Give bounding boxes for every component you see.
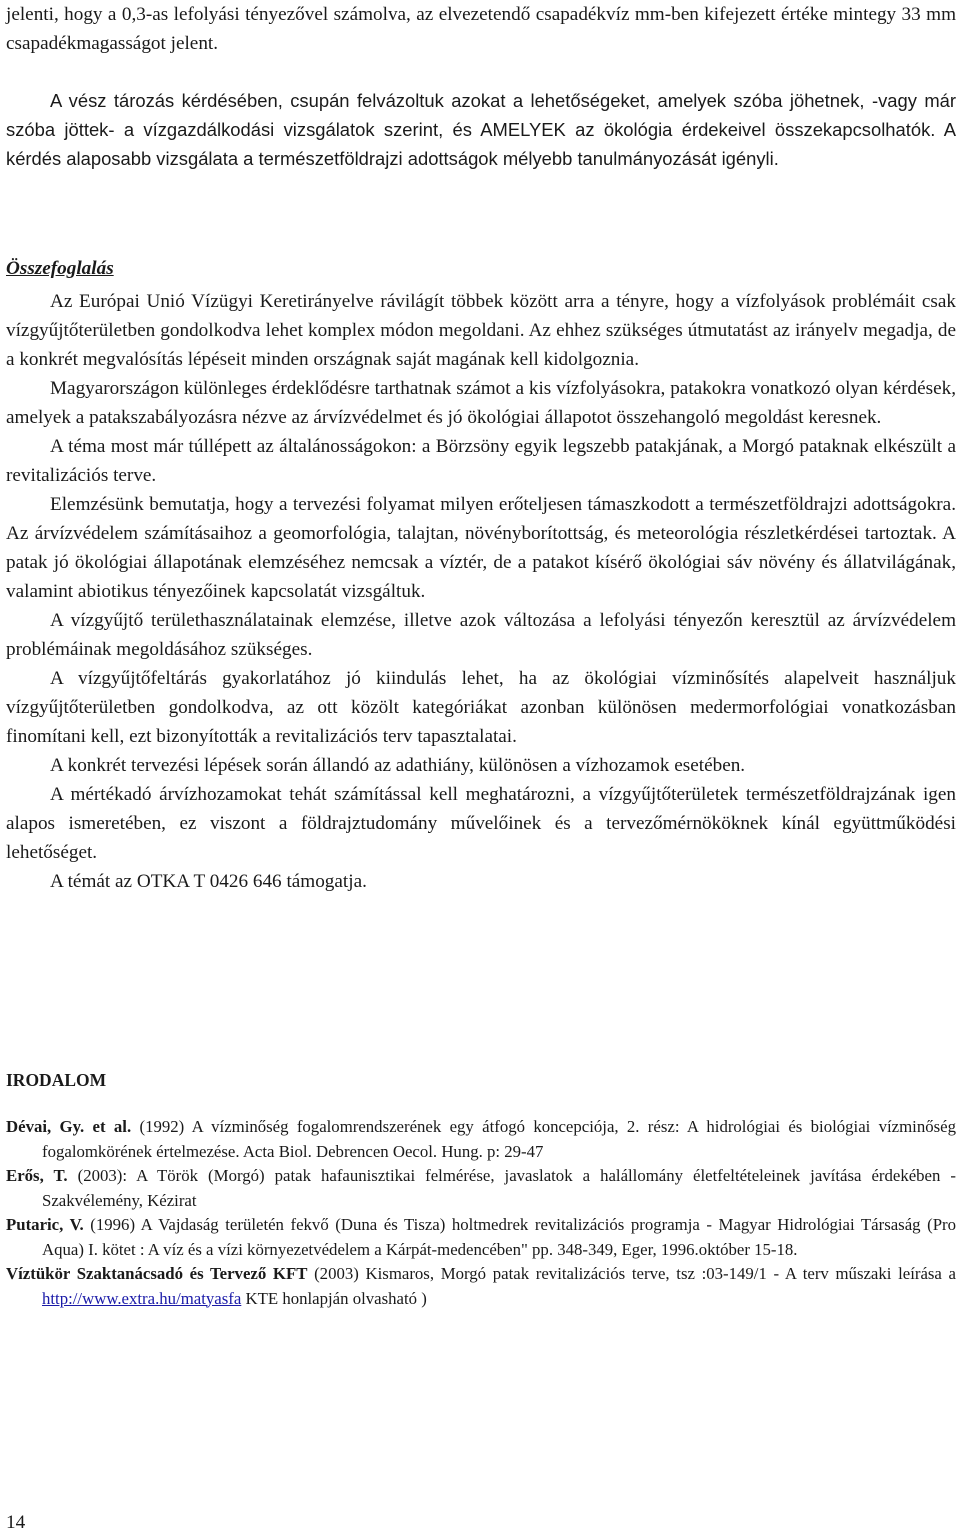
intro-paragraph-1: jelenti, hogy a 0,3-as lefolyási tényezővel számolva, az elvezetendő csapadékvíz mm-ben kifejezett értéke mintegy 33 mm csapadékmagasságot jelent.	[6, 4, 956, 54]
reference-author: Dévai, Gy. et al.	[6, 1117, 132, 1136]
references-list	[6, 1115, 956, 1311]
summary-paragraph: Az Európai Unió Vízügyi Keretirányelve rávilágít többek között arra a tényre, hogy a vízfolyások problémáit csak vízgyűjtőterületben gondolkodva lehet komplex módon megoldani. Az ehhez szükséges útmutatást az irányelv megadja, de a konkrét megvalósítás lépéseit minden országnak saját magának kell kidolgoznia.	[6, 291, 956, 370]
summary-section	[6, 287, 956, 896]
summary-paragraph: A vízgyűjtőfeltárás gyakorlatához jó kiindulás lehet, ha az ökológiai vízminősítés alapelveit használjuk vízgyűjtőterületben gondolkodva, az ott közölt kategóriákat azonban különösen medermorfológiai vonatkozásban finomítani kell, ezt bizonyították a revitalizációs terv tapasztalatai.	[6, 668, 956, 747]
references-heading: IRODALOM	[6, 1070, 107, 1090]
reference-text: (2003) Kismaros, Morgó patak revitalizációs terve, tsz :03-149/1 - A terv műszaki leírása a	[307, 1264, 957, 1283]
intro-paragraph-2-main: A vész tározás kérdésében, csupán felvázoltuk azokat a lehetőségeket, amelyek szóba jöhetnek, -vagy már szóba jöttek- a vízgazdálkodási vizsgálatok szerint, és AMELYEK az ökológia érdekeivel összekapcsolhatók.	[6, 90, 956, 140]
summary-heading: Összefoglalás	[6, 258, 114, 279]
reference-item	[6, 1262, 956, 1311]
reference-item	[6, 1164, 956, 1213]
reference-text-after: KTE honlapján olvasható )	[241, 1288, 427, 1308]
summary-paragraph: A mértékadó árvízhozamokat tehát számítással kell meghatározni, a vízgyűjtőterületek természetföldrajzának igen alapos ismeretében, ez viszont a földrajztudomány művelőinek és a tervezőmérnököknek kínál együttműködési lehetőséget.	[6, 784, 956, 863]
summary-paragraph: Magyarországon különleges érdeklődésre tarthatnak számot a kis vízfolyásokra, patakokra vonatkozó olyan kérdések, amelyek a patakszabályozásra nézve az árvízvédelmet és jó ökológiai állapotot összehangoló megoldást keresnek.	[6, 378, 956, 428]
reference-author: Putaric, V.	[6, 1215, 84, 1234]
summary-paragraph: A vízgyűjtő területhasználatainak elemzése, illetve azok változása a lefolyási tényezőn keresztül az árvízvédelem problémáinak megoldásához szükséges.	[6, 610, 956, 660]
reference-item	[6, 1115, 956, 1164]
page-number: 14	[6, 1512, 26, 1533]
reference-item	[6, 1213, 956, 1262]
summary-paragraph: A témát az OTKA T 0426 646 támogatja.	[50, 871, 367, 892]
reference-text: (1996) A Vajdaság területén fekvő (Duna és Tisza) holtmedrek revitalizációs programja - Magyar Hidrológiai Társaság (Pro Aqua) I. kötet : A víz és a vízi környezetvédelem a Kárpát-medencében" pp. 348-349, Eger, 1996.október 15-18.	[42, 1215, 957, 1259]
reference-author: Erős, T.	[6, 1166, 68, 1185]
intro-paragraph-2	[6, 86, 956, 173]
reference-author: Víztükör Szaktanácsadó és Tervező KFT	[6, 1264, 308, 1283]
reference-link[interactable]: http://www.extra.hu/matyasfa	[42, 1288, 242, 1308]
summary-paragraph: A téma most már túllépett az általánosságokon: a Börzsöny egyik legszebb patakjának, a Morgó pataknak elkészült a revitalizációs terve.	[6, 436, 956, 486]
reference-text: (2003): A Török (Morgó) patak hafaunisztikai felmérése, javaslatok a halállomány életfeltételeinek javítása érdekében - Szakvélemény, Kézirat	[42, 1166, 957, 1210]
reference-text: (1992) A vízminőség fogalomrendszerének egy átfogó koncepciója, 2. rész: A hidrológiai és biológiai vízminőség fogalomkörének értelmezése. Acta Biol. Debrencen Oecol. Hung. p: 29-47	[42, 1117, 956, 1161]
summary-paragraph: Elemzésünk bemutatja, hogy a tervezési folyamat milyen erőteljesen támaszkodott a természetföldrajzi adottságokra. Az árvízvédelem számításaihoz a geomorfológia, talajtan, növényborítottság, és meteorológia részletkérdései tartoztak. A patak jó ökológiai állapotának elemzéséhez nemcsak a víztér, de a patakot kísérő ökológiai sáv növény és állatvilágának, valamint abiotikus tényezőinek kapcsolatát vizsgáltuk.	[6, 494, 956, 602]
summary-paragraph: A konkrét tervezési lépések során állandó az adathiány, különösen a vízhozamok esetében.	[50, 755, 746, 776]
intro-paragraph-2-tail: A kérdés alaposabb vizsgálata a természetföldrajzi adottságok mélyebb tanulmányozását igényli.	[6, 119, 956, 169]
